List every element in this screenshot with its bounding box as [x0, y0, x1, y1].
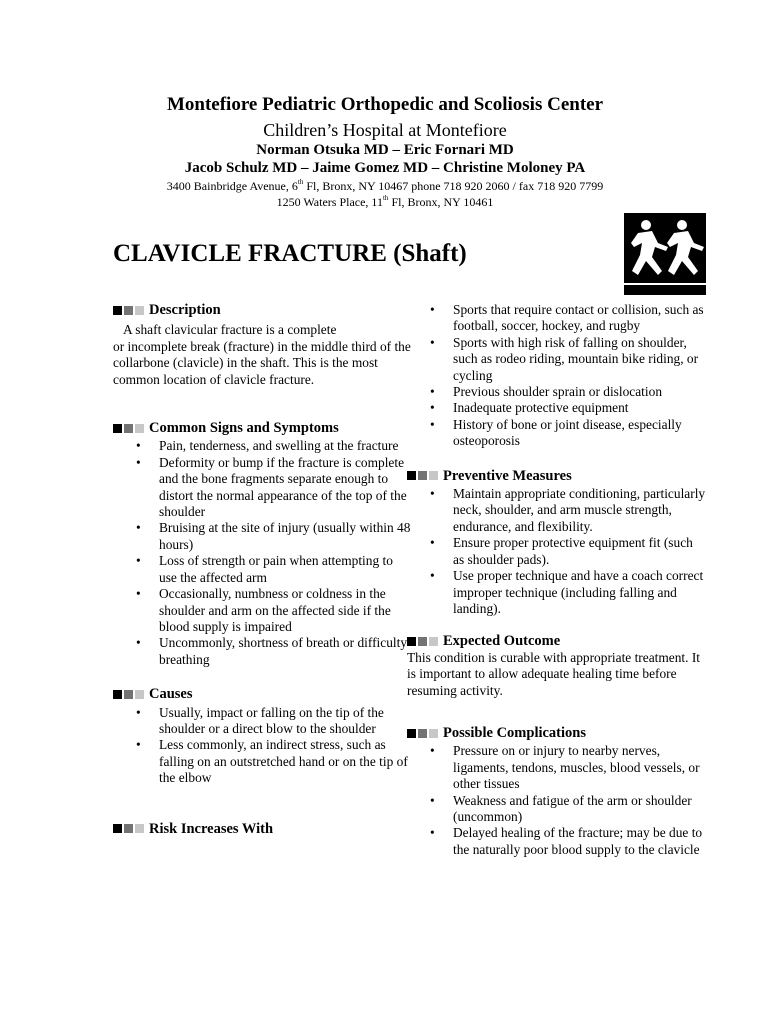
description-heading: [113, 302, 413, 318]
section-marker-icon: [113, 424, 144, 433]
section-marker-icon: [407, 471, 438, 480]
list-item: • Occasionally, numbness or coldness in the shoulder and arm on the affected side if the blood supply is impaired: [113, 586, 413, 635]
institution-name: Montefiore Pediatric Orthopedic and Scoliosis Center: [166, 94, 604, 115]
address-2-part-b: Fl, Bronx, NY 10461: [388, 195, 494, 209]
address-2-part-a: 1250 Waters Place, 11: [276, 195, 383, 209]
description-first-line: [113, 322, 413, 338]
list-item: • Uncommonly, shortness of breath or difficulty breathing: [113, 635, 413, 668]
outcome-heading: [407, 633, 707, 649]
address-1-sup: th: [297, 178, 304, 186]
right-column: [407, 302, 707, 858]
address-1-part-b: Fl, Bronx, NY 10467 phone 718 920 2060 / fax 718 920 7799: [303, 179, 604, 193]
section-marker-icon: [113, 690, 144, 699]
preventive-heading-text: Preventive Measures: [443, 467, 572, 484]
description-text-rest: or incomplete break (fracture) in the middle third of the collarbone (clavicle) in the shaft. This is the most common location of clavicle fracture.: [113, 338, 411, 387]
preventive-heading: [407, 468, 707, 484]
causes-heading: [113, 686, 413, 702]
complications-heading: [407, 725, 707, 741]
hospital-name: Children’s Hospital at Montefiore: [263, 120, 507, 140]
complications-heading-text: Possible Complications: [443, 724, 586, 741]
causes-heading-text: Causes: [149, 686, 193, 703]
list-item: • Less commonly, an indirect stress, such as falling on an outstretched hand or on the tip of the elbow: [113, 737, 413, 786]
list-item: • Ensure proper protective equipment fit (such as shoulder pads).: [407, 535, 707, 568]
list-item: • Weakness and fatigue of the arm or shoulder (uncommon): [407, 793, 707, 826]
address-2-sup: th: [382, 194, 389, 202]
running-athletes-logo: [624, 213, 706, 295]
outcome-heading-text: Expected Outcome: [443, 633, 561, 650]
section-marker-icon: [407, 637, 438, 646]
doctors-line-2: Jacob Schulz MD – Jaime Gomez MD – Christine Moloney PA: [184, 160, 586, 176]
list-item: • Usually, impact or falling on the tip of the shoulder or a direct blow to the shoulder: [113, 705, 413, 738]
list-item: • Loss of strength or pain when attempting to use the affected arm: [113, 553, 413, 586]
signs-heading-text: Common Signs and Symptoms: [149, 420, 339, 437]
list-item: • Bruising at the site of injury (usually within 48 hours): [113, 520, 413, 553]
list-item: • Sports with high risk of falling on shoulder, such as rodeo riding, mountain bike riding, or cycling: [407, 335, 707, 384]
list-item: • Previous shoulder sprain or dislocation: [407, 384, 707, 400]
list-item: • Use proper technique and have a coach correct improper technique (including falling and landing).: [407, 568, 707, 617]
address-line-2: [0, 195, 770, 210]
section-marker-icon: [113, 824, 144, 833]
list-item: • History of bone or joint disease, especially osteoporosis: [407, 417, 707, 450]
complications-list: [407, 743, 707, 858]
causes-list: [113, 705, 413, 787]
outcome-text: This condition is curable with appropriate treatment. It is important to allow adequate healing time before resuming activity.: [407, 649, 701, 698]
risk-list: [407, 302, 707, 450]
list-item: • Sports that require contact or collision, such as football, soccer, hockey, and rugby: [407, 302, 707, 335]
description-heading-text: Description: [149, 302, 221, 318]
address-1-part-a: 3400 Bainbridge Avenue, 6: [166, 179, 298, 193]
section-marker-icon: [407, 729, 438, 738]
doctors-line-1: Norman Otsuka MD – Eric Fornari MD: [256, 142, 514, 158]
list-item: • Pain, tenderness, and swelling at the fracture: [113, 438, 413, 454]
left-column: [113, 302, 413, 837]
preventive-list: [407, 486, 707, 617]
signs-heading: [113, 420, 413, 436]
description-text-first: A shaft clavicular fracture is a complete: [123, 322, 337, 338]
risk-heading: [113, 821, 413, 837]
address-line-1: [0, 179, 770, 194]
list-item: • Inadequate protective equipment: [407, 400, 707, 416]
list-item: • Maintain appropriate conditioning, particularly neck, shoulder, and arm muscle strength, endurance, and flexibility.: [407, 486, 707, 535]
list-item: • Delayed healing of the fracture; may be due to the naturally poor blood supply to the clavicle: [407, 825, 707, 858]
signs-list: [113, 438, 413, 668]
list-item: • Deformity or bump if the fracture is complete and the bone fragments separate enough to distort the normal appearance of the top of the shoulder: [113, 455, 413, 521]
section-marker-icon: [113, 306, 144, 315]
list-item: • Pressure on or injury to nearby nerves, ligaments, tendons, muscles, blood vessels, or other tissues: [407, 743, 707, 792]
risk-heading-text: Risk Increases With: [149, 820, 274, 837]
document-title: CLAVICLE FRACTURE (Shaft): [113, 240, 467, 267]
